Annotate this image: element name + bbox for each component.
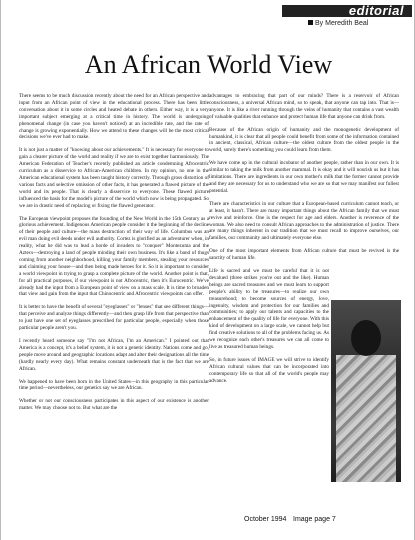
paragraph: There are characteristics in our culture that a European-based curriculum cannot teach, or at least, it hasn't. There are many important things about the African family that we must revive and reinforce. One is the respect for age and elders. Another is reverence of the woman. We also need to consult African approaches to the administration of justice. There are many things inherent in our tradition that we must recall to improve ourselves, our families, our community and ultimately everyone else.	[209, 200, 399, 242]
article-title: An African World View	[84, 50, 333, 79]
paragraph: We happened to have been born in the United States—in this geography in this particular time period—nevertheless, our genetics say we are African.	[19, 378, 209, 392]
square-bullet-icon	[308, 20, 313, 25]
section-label: editorial	[348, 3, 404, 18]
paragraph: The European viewpoint proposes the founding of the New World in the 15th Century as a glorious achievement. Indigenous American people consider it the beginning of the decline of their people and culture—the mass destruction of their way of life. Columbus was an evil man doing evil deeds under evil authority. Cortez is glorified as an adventurer when, in reality, what he did was to lead a horde of invaders to "conquer" Montezuma and the Aztecs—destroying a land of people minding their own business. It's like a band of thugs coming from another neighborhood, killing your family members, stealing your resources and claiming your house—and then being made heroes for it. So it is important to consider a world viewpoint in trying to grasp a complete picture of the world. Another point is that, for all practical purposes, if our viewpoint is not Afrocentric, then it's Eurocentric. We've already had the input from a European point of view on a mass scale. It is time to broaden that view and gain from the input that Chinocentric and Afrocentric viewpoints can offer.	[19, 215, 209, 298]
paragraph: So, in future issues of IMAGE we will strive to identify African cultural values that can be incorporated into contemporary life so that all of the world's people may advance.	[209, 356, 329, 384]
byline-text: By Meredith Beal	[315, 20, 369, 27]
paragraph: Whether or not our consciousness participates in this aspect of our existence is another matter. We may choose not to. But what are the	[19, 398, 209, 412]
paragraph: It is not just a matter of "knowing about our achievements." It is necessary for everyone to gain a clearer picture of the world and reality if we are to exist together harmoniously. The American Federation of Teacher's recently published an article condemning Afrocentric curriculum as a disservice to African-American children. In my opinion, no one in the American educational system has been taught history correctly. Through gross distortion of various facts and selective omission of other facts, it has generated a flawed picture of the world and its people. That is clearly a disservice to everyone. These flawed picture influenced the basis for the model's picture of the world which now is being propagated. So we are in drastic need of replacing or fixing the flawed generator.	[19, 147, 209, 209]
byline	[308, 20, 368, 27]
robe-pattern	[336, 355, 396, 482]
issue-date: October 1994	[244, 516, 287, 523]
page-number: Image page 7	[293, 516, 336, 523]
paragraph: We have come up in the cultural incubator of another people, rather than in our own. It is similar to taking the milk from another mammal. It is okay and it will nourish us but it has limitations. There are ingredients in our own mother's milk that the former cannot provide and they are necessary for us to understand who we are so that we may manifest our fullest potential.	[209, 160, 399, 194]
paragraph: I recently heard someone say "I'm not African, I'm an American." I pointed out that America is a concept, it's a belief system, it is not a genetic identity. Nations come and go, people move around and geographic locations adapt and alter their designations all the time (hardly nearly every day). What remains constant underneath that is the fact that we are African.	[19, 338, 209, 372]
paragraph: It is better to have the benefit of several "eyeglasses" or "lenses" that see different things—that perceive and analyze things differently—and then grasp life from that perspective than to just have one set of eyeglasses prescribed for particular people, especially when those particular people aren't you.	[19, 304, 209, 332]
paragraph: There seems to be much discussion recently about the need for an African perspective and input from an African point of view in the educational process. There has been little conversation about it in some circles and heated debate in others. Either way, it is a very important subject emerging at a critical time in history. The world is undergoing phenomenal change (in case you haven't noticed) at an incredible rate, and the rate of change is growing exponentially. How we attend to these changes will be the most critical decisions we've ever had to make.	[19, 93, 209, 141]
man-in-robe-photo	[331, 300, 401, 482]
paragraph: advantages to embracing that part of our minds? There is a reservoir of African consciousness, a universal African mind, so to speak, that anyone can tap into. That is—anyone. It is like a river running through the veins of humanity that contains a vast wealth of valuable qualities that enhance and protect human life that anyone can drink from.	[209, 93, 399, 120]
section-banner	[282, 5, 412, 17]
head-silhouette	[351, 320, 381, 356]
paragraph: Because of the African origin of humanity and the monogenetic development of humankind, it is clear that all people could benefit from some of the information contained in ancient, classical, African culture—the oldest culture from the oldest people in the world, surely there's something you could learn from them.	[209, 126, 399, 154]
paragraph: One of the most important elements from African culture that must be revived is the sanctity of human life.	[209, 248, 399, 262]
paragraph: Life is sacred and we must be careful that it is not devalued (three strikes you're out and the like). Human beings are sacred treasures and we must learn to support people's ability to be treasures—to realize our own treasurehood; to become sources of energy, love, ingenuity, wisdom and protection for our families and communities; to apply our talents and capacities to the enhancement of the quality of life for everyone. With this kind of development on a large scale, we cannot help but find creative solutions to all of the problems facing us. As we recognize each other's treasures we can all come to live as treasured human beings.	[209, 268, 330, 350]
left-column	[19, 93, 209, 513]
